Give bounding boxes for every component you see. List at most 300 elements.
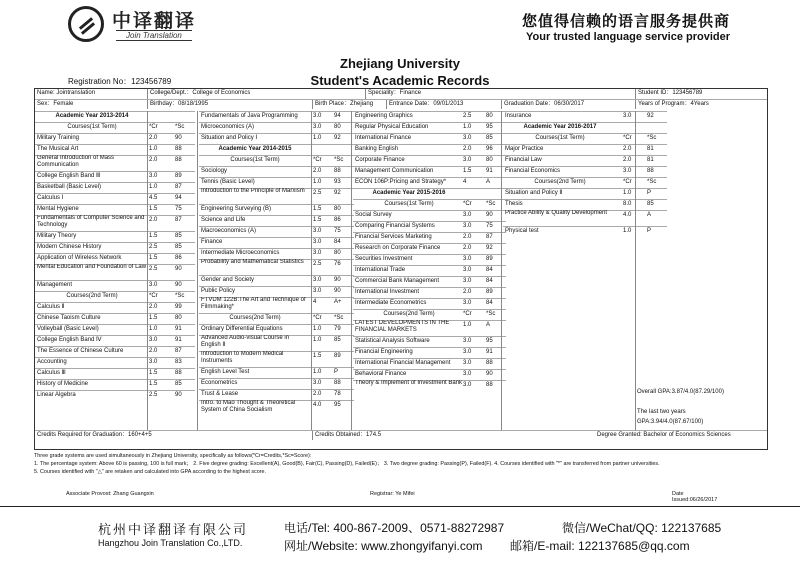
course-name: Public Policy xyxy=(201,288,236,294)
course-name: International Finance xyxy=(355,135,412,141)
course-score: 89 xyxy=(486,289,493,295)
course-name: Statistical Analysis Software xyxy=(355,338,430,344)
course-credit: 4.5 xyxy=(149,195,158,201)
course-row xyxy=(199,335,354,351)
course-credit: 3.0 xyxy=(463,349,472,355)
course-credit: 1.5 xyxy=(313,353,322,359)
course-name: Linear Algebra xyxy=(37,392,76,398)
course-row xyxy=(199,177,354,188)
course-row xyxy=(353,369,506,380)
course-score: 78 xyxy=(334,391,341,397)
course-score: 86 xyxy=(334,217,341,223)
company-name-en: Hangzhou Join Translation Co.,LTD. xyxy=(98,538,243,548)
course-row xyxy=(353,111,506,122)
course-name: Financial Services Marketing xyxy=(355,234,432,240)
course-credit: 2.0 xyxy=(463,289,472,295)
course-name: Tennis (Basic Level) xyxy=(201,179,255,185)
course-row xyxy=(353,243,506,254)
note-line: 1. The percentage system: Above 60 is passing, 100 is full mark； 2. Five degree grading: Excellent(A), Good(B), Fair(C), Passing(D), Failed(E)； 3. Two degree grading: Passing(P), Failed(F). 4. Courses identified with "*" are transferred from partner universities. xyxy=(34,461,660,467)
course-credit: 3.0 xyxy=(313,277,322,283)
gpa-overall: Overall GPA:3.87/4.0(87.29/100) xyxy=(637,389,724,395)
course-row xyxy=(35,324,195,335)
course-name: Courses(2nd Term) xyxy=(229,315,281,321)
course-name: Fundamentals of Computer Science and Technology xyxy=(37,215,145,228)
course-score: 75 xyxy=(334,228,341,234)
course-name: Insurance xyxy=(505,113,532,119)
course-row xyxy=(35,193,195,204)
course-score: 99 xyxy=(175,304,182,310)
course-name: Situation and Policy Ⅱ xyxy=(505,190,563,196)
course-row xyxy=(353,254,506,265)
course-row xyxy=(199,259,354,275)
course-row xyxy=(353,347,506,358)
course-score: 75 xyxy=(486,223,493,229)
course-score: 90 xyxy=(175,135,182,141)
course-credit: 3.0 xyxy=(149,337,158,343)
course-score: 87 xyxy=(175,184,182,190)
course-name: The Essence of Chinese Culture xyxy=(37,348,124,354)
course-row xyxy=(35,215,195,231)
course-name: Mental Education and Foundation of Law xyxy=(37,264,147,270)
course-row xyxy=(353,298,506,309)
course-score: *Sc xyxy=(334,315,344,321)
course-name: Financial Engineering xyxy=(355,349,413,355)
course-credit: 2.5 xyxy=(149,392,158,398)
course-score: 93 xyxy=(334,179,341,185)
course-name: Introduction to the Principle of Marxism xyxy=(201,188,305,194)
course-row xyxy=(35,133,195,144)
course-row xyxy=(199,166,354,177)
course-row xyxy=(353,232,506,243)
course-row xyxy=(353,380,506,396)
course-score: 85 xyxy=(486,135,493,141)
course-credit: *Cr xyxy=(149,124,158,130)
course-row xyxy=(199,389,354,400)
gpa-last-two-label: The last two years xyxy=(637,409,686,415)
term-header xyxy=(199,155,354,166)
course-row xyxy=(353,320,506,336)
course-row xyxy=(353,265,506,276)
course-name: Courses(1st Term) xyxy=(67,124,117,130)
course-row xyxy=(35,144,195,155)
course-row xyxy=(35,313,195,324)
course-row xyxy=(199,324,354,335)
course-name: Calculus Ⅲ xyxy=(37,370,66,376)
course-row xyxy=(199,188,354,204)
slogan-en: Your trusted language service provider xyxy=(526,31,730,43)
course-credit: 2.0 xyxy=(149,348,158,354)
speciality: Speciality：Finance xyxy=(365,89,421,99)
course-score: 89 xyxy=(486,256,493,262)
course-score: 88 xyxy=(486,382,493,388)
course-score: 92 xyxy=(486,245,493,251)
course-score: 81 xyxy=(647,157,654,163)
course-score: 95 xyxy=(334,402,341,408)
graduation-date: Graduation Date：06/30/2017 xyxy=(501,100,584,109)
course-score: 76 xyxy=(334,261,341,267)
course-name: Engineering Graphics xyxy=(355,113,413,119)
course-name: Social Survey xyxy=(355,212,392,218)
course-credit: 1.0 xyxy=(149,184,158,190)
course-score: *Sc xyxy=(334,157,344,163)
course-credit: 2.0 xyxy=(463,146,472,152)
course-credit: 3.0 xyxy=(463,382,472,388)
provost: Associate Provost: Zhang Guangxin xyxy=(66,491,154,497)
logo-cn: 中译翻译 xyxy=(112,11,197,32)
course-name: Gender and Society xyxy=(201,277,255,283)
course-credit: *Cr xyxy=(463,201,472,207)
course-name: Macroeconomics (A) xyxy=(201,228,257,234)
course-credit: 3.0 xyxy=(313,228,322,234)
course-row xyxy=(199,122,354,133)
credits-obtained: Credits Obtained：174.5 xyxy=(312,431,381,440)
course-row xyxy=(35,368,195,379)
course-name: College English Band Ⅲ xyxy=(37,173,101,179)
term-header xyxy=(353,309,506,320)
course-row xyxy=(35,264,195,280)
course-row xyxy=(35,242,195,253)
course-row xyxy=(35,155,195,171)
course-credit: 4.0 xyxy=(623,212,632,218)
course-name: Advanced Audio-visual Course in English Ⅱ xyxy=(201,335,290,348)
column-divider xyxy=(351,111,352,430)
column-divider xyxy=(147,111,148,430)
course-name: Academic Year 2016-2017 xyxy=(523,124,597,130)
course-name: Academic Year 2013-2014 xyxy=(55,113,129,119)
course-score: P xyxy=(647,228,652,234)
course-credit: 3.0 xyxy=(463,360,472,366)
course-credit: 2.0 xyxy=(313,168,322,174)
course-row xyxy=(35,335,195,346)
course-credit: 3.0 xyxy=(463,157,472,163)
course-score: *Sc xyxy=(647,179,657,185)
course-row xyxy=(35,231,195,242)
course-credit: 1.0 xyxy=(313,179,322,185)
term-header xyxy=(503,177,667,188)
course-score: P xyxy=(334,369,339,375)
course-name: English Level Test xyxy=(201,369,250,375)
course-credit: 3.0 xyxy=(149,282,158,288)
course-score: 80 xyxy=(334,206,341,212)
course-credit: 1.0 xyxy=(149,146,158,152)
course-name: Academic Year 2014-2015 xyxy=(218,146,292,152)
course-credit: 2.0 xyxy=(149,157,158,163)
footer xyxy=(0,506,800,566)
course-row xyxy=(35,346,195,357)
term-header xyxy=(35,291,195,302)
course-score: A xyxy=(486,322,491,328)
course-name: FTVDM 122B:The Art and Technique of Filmmaking* xyxy=(201,297,306,310)
course-name: College English Band Ⅳ xyxy=(37,337,102,343)
course-name: Application of Wireless Network xyxy=(37,255,122,261)
course-row xyxy=(503,166,667,177)
course-row xyxy=(353,210,506,221)
course-row xyxy=(199,204,354,215)
course-name: Calculus Ⅱ xyxy=(37,304,65,310)
course-credit: 3.0 xyxy=(463,135,472,141)
course-credit: 1.5 xyxy=(463,168,472,174)
course-score: *Sc xyxy=(175,293,185,299)
course-score: 85 xyxy=(175,381,182,387)
academic-year-header xyxy=(35,111,195,122)
course-row xyxy=(353,287,506,298)
course-name: Practice Ability & Quality Development xyxy=(505,210,608,216)
course-name: General Introduction of Mass Communication xyxy=(37,155,115,168)
course-name: Courses(1st Term) xyxy=(384,201,434,207)
course-score: 92 xyxy=(334,190,341,196)
course-name: Mental Hygiene xyxy=(37,206,79,212)
course-score: 79 xyxy=(334,326,341,332)
course-score: 80 xyxy=(334,250,341,256)
course-score: 85 xyxy=(175,244,182,250)
course-row xyxy=(353,276,506,287)
course-credit: 2.5 xyxy=(313,261,322,267)
course-name: Major Practice xyxy=(505,146,544,152)
course-score: 87 xyxy=(175,348,182,354)
course-credit: 1.5 xyxy=(313,217,322,223)
course-score: 91 xyxy=(486,168,493,174)
info-row-1 xyxy=(35,89,767,99)
course-name: Sociology xyxy=(201,168,228,174)
course-row xyxy=(199,297,354,313)
course-row xyxy=(503,155,667,166)
course-credit: 2.5 xyxy=(313,190,322,196)
course-row xyxy=(199,400,354,416)
course-score: 84 xyxy=(486,278,493,284)
birthday: Birthday：08/18/1995 xyxy=(147,100,208,109)
course-credit: *Cr xyxy=(149,293,158,299)
course-row xyxy=(353,122,506,133)
course-score: A xyxy=(647,212,652,218)
course-credit: 1.5 xyxy=(149,381,158,387)
course-name: Intermediate Econometrics xyxy=(355,300,427,306)
logo-en: Join Translation xyxy=(116,30,192,41)
course-name: Volleyball (Basic Level) xyxy=(37,326,99,332)
course-name: Securities Investment xyxy=(355,256,413,262)
course-name: Regular Physical Education xyxy=(355,124,429,130)
course-credit: 1.0 xyxy=(149,326,158,332)
course-score: 88 xyxy=(334,168,341,174)
registrar: Registrar: Ye Mifei xyxy=(370,491,415,497)
course-name: Intermediate Microeconomics xyxy=(201,250,280,256)
course-row xyxy=(503,210,667,226)
course-credit: 1.0 xyxy=(463,124,472,130)
course-score: 81 xyxy=(647,146,654,152)
course-score: *Sc xyxy=(175,124,185,130)
course-row xyxy=(503,111,667,122)
course-credit: 3.0 xyxy=(623,168,632,174)
course-score: 88 xyxy=(647,168,654,174)
course-name: Financial Economics xyxy=(505,168,561,174)
sex: Sex：Female xyxy=(37,101,74,107)
course-score: 84 xyxy=(486,267,493,273)
course-credit: 4.0 xyxy=(313,402,322,408)
course-credit: 1.5 xyxy=(149,255,158,261)
term-header xyxy=(503,133,667,144)
course-score: 91 xyxy=(175,337,182,343)
academic-record-table xyxy=(34,88,768,450)
course-row xyxy=(199,215,354,226)
course-score: 86 xyxy=(175,255,182,261)
course-row xyxy=(35,357,195,368)
course-row xyxy=(199,226,354,237)
company-logo xyxy=(68,6,248,42)
course-score: 90 xyxy=(175,392,182,398)
course-credit: 1.0 xyxy=(313,135,322,141)
term-header xyxy=(199,313,354,324)
course-score: 84 xyxy=(486,300,493,306)
course-credit: 3.0 xyxy=(463,300,472,306)
course-name: Microeconomics (A) xyxy=(201,124,255,130)
course-row xyxy=(199,133,354,144)
course-row xyxy=(353,144,506,155)
course-credit: 3.0 xyxy=(463,223,472,229)
course-score: 94 xyxy=(334,113,341,119)
course-row xyxy=(35,280,195,291)
course-name: Ordinary Differential Equations xyxy=(201,326,283,332)
course-credit: 3.0 xyxy=(149,359,158,365)
course-name: Courses(2nd Term) xyxy=(534,179,586,185)
wechat: 微信/WeChat/QQ: 122137685 xyxy=(562,521,722,535)
course-credit: 3.0 xyxy=(463,371,472,377)
course-name: History of Medicine xyxy=(37,381,89,387)
course-credit: 3.0 xyxy=(463,278,472,284)
academic-year-header xyxy=(353,188,506,199)
course-name: Military Theory xyxy=(37,233,77,239)
course-score: *Sc xyxy=(486,311,496,317)
course-credit: *Cr xyxy=(623,179,632,185)
gpa-last-two-value: GPA:3.94/4.0(87.67/100) xyxy=(637,419,704,425)
credits-required: Credits Required for Graduation：160+4+5 xyxy=(37,432,152,438)
course-name: International Investment xyxy=(355,289,420,295)
company-name-cn: 杭州中译翻译有限公司 xyxy=(98,522,249,537)
course-score: A xyxy=(486,179,491,185)
course-credit: *Cr xyxy=(463,311,472,317)
letterhead xyxy=(0,0,800,44)
course-score: *Sc xyxy=(486,201,496,207)
course-score: *Sc xyxy=(647,135,657,141)
course-score: 88 xyxy=(486,360,493,366)
course-credit: 2.0 xyxy=(149,304,158,310)
course-row xyxy=(353,336,506,347)
course-row xyxy=(35,204,195,215)
course-row xyxy=(35,171,195,182)
course-score: 88 xyxy=(334,380,341,386)
course-credit: 2.5 xyxy=(463,113,472,119)
course-credit: 2.0 xyxy=(463,245,472,251)
course-name: Accounting xyxy=(37,359,67,365)
course-score: 90 xyxy=(175,266,182,272)
course-name: Probability and Mathematical Statistics xyxy=(201,259,304,265)
course-name: Courses(2nd Term) xyxy=(66,293,118,299)
course-row xyxy=(503,144,667,155)
program-years: Years of Program：4Years xyxy=(635,100,709,109)
course-credit: 3.0 xyxy=(313,288,322,294)
record-title: Student's Academic Records xyxy=(310,73,490,88)
course-name: Courses(1st Term) xyxy=(230,157,280,163)
course-row xyxy=(35,182,195,193)
course-row xyxy=(353,155,506,166)
course-row xyxy=(353,133,506,144)
term-header xyxy=(35,122,195,133)
student-name: Name: Jointranslation xyxy=(37,90,96,96)
college: College/Dept.：College of Economics xyxy=(147,89,250,99)
course-credit: 3.0 xyxy=(463,267,472,273)
term-header xyxy=(353,199,506,210)
course-credit: *Cr xyxy=(313,315,322,321)
course-score: P xyxy=(647,190,652,196)
column-divider xyxy=(311,111,312,430)
course-credit: 2.5 xyxy=(149,244,158,250)
course-credit: 2.0 xyxy=(149,135,158,141)
date-issued: Date Issued:06/26/2017 xyxy=(672,491,718,503)
course-row xyxy=(503,199,667,210)
email: 邮箱/E-mail: 122137685@qq.com xyxy=(510,539,690,553)
note-line: 5. Courses identified with "△" are retaken and calculated into GPA according to the highest score. xyxy=(34,469,267,475)
course-row xyxy=(199,275,354,286)
course-score: 96 xyxy=(486,146,493,152)
note-line: Three grade systems are used simultaneously in Zhejiang University, specifically as follows(*Cr=Credits,*Sc=Score): xyxy=(34,453,312,459)
course-score: 90 xyxy=(175,282,182,288)
column-divider xyxy=(197,111,198,430)
course-name: Modern Chinese History xyxy=(37,244,102,250)
course-row xyxy=(199,286,354,297)
course-score: 75 xyxy=(175,206,182,212)
course-score: 85 xyxy=(175,233,182,239)
slogan xyxy=(522,10,730,43)
course-credit: 1.5 xyxy=(149,370,158,376)
grading-notes xyxy=(34,452,768,476)
course-credit: 4 xyxy=(463,179,467,185)
course-score: 91 xyxy=(486,349,493,355)
course-name: Intro. to Mao Thought & Theoretical System of China Socialism xyxy=(201,400,296,413)
course-name: Courses(2nd Term) xyxy=(383,311,435,317)
course-credit: 1.5 xyxy=(149,315,158,321)
course-score: 95 xyxy=(486,124,493,130)
course-name: Basketball (Basic Level) xyxy=(37,184,102,190)
course-credit: 2.0 xyxy=(463,234,472,240)
course-score: 90 xyxy=(334,277,341,283)
course-name: Courses(1st Term) xyxy=(535,135,585,141)
course-score: 89 xyxy=(334,353,341,359)
course-name: Fundamentals of Java Programming xyxy=(201,113,298,119)
course-name: International Trade xyxy=(355,267,406,273)
course-name: Calculus Ⅰ xyxy=(37,195,64,201)
course-credit: 2.0 xyxy=(313,391,322,397)
course-row xyxy=(35,390,195,401)
course-name: Physical test xyxy=(505,228,539,234)
course-credit: 2.0 xyxy=(149,217,158,223)
course-name: The Musical Art xyxy=(37,146,79,152)
university-title: Zhejiang University xyxy=(340,56,460,71)
course-score: 90 xyxy=(486,371,493,377)
telephone: 电话/Tel: 400-867-2009、0571-88272987 xyxy=(284,521,505,535)
academic-year-header xyxy=(199,144,354,155)
course-name: Chinese Taoism Culture xyxy=(37,315,101,321)
course-credit: 3.0 xyxy=(463,256,472,262)
course-name: Trust & Lease xyxy=(201,391,239,397)
course-name: Research on Corporate Finance xyxy=(355,245,441,251)
course-credit: 3.0 xyxy=(313,250,322,256)
course-name: Theory & Implement of Investment Bank xyxy=(355,380,463,386)
birth-place: Birth Place：Zhejiang xyxy=(312,100,373,109)
course-score: 83 xyxy=(175,359,182,365)
course-score: A+ xyxy=(334,299,342,305)
course-row xyxy=(35,253,195,264)
degree-granted: Degree Granted: Bachelor of Economics Sciences xyxy=(597,432,731,438)
course-score: 89 xyxy=(175,173,182,179)
course-row xyxy=(199,367,354,378)
